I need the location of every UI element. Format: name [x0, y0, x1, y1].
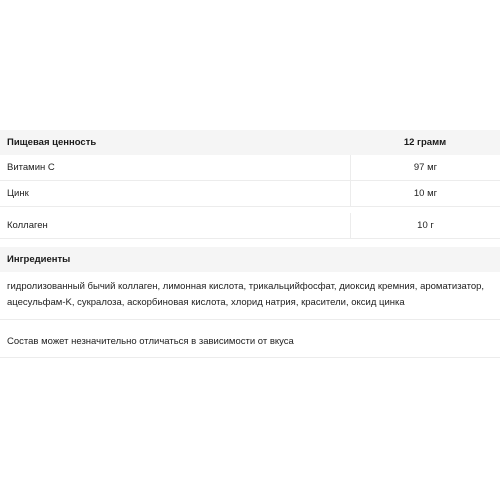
nutrient-value: 10 мг: [350, 181, 500, 206]
nutrient-value: 97 мг: [350, 155, 500, 180]
nutrition-row-vitamin-c: [0, 155, 500, 181]
nutrition-header-row: [0, 130, 500, 155]
nutrition-header-serving: 12 грамм: [403, 137, 447, 148]
nutrition-header-label: Пищевая ценность: [7, 137, 97, 148]
composition-note: Состав может незначительно отличаться в зависимости от вкуса: [0, 328, 500, 358]
nutrient-name: Витамин C: [7, 162, 55, 173]
section-spacer: [0, 239, 500, 247]
nutrient-name: Коллаген: [7, 220, 48, 231]
nutrient-value: 10 г: [350, 213, 500, 238]
nutrition-row-collagen: [0, 213, 500, 239]
nutrition-table: [0, 130, 500, 358]
section-spacer: [0, 320, 500, 328]
ingredients-text: гидролизованный бычий коллаген, лимонная кислота, трикальцийфосфат, диоксид кремния, ароматизатор, ацесульфам-K, сукралоза, аскорбиновая кислота, хлорид натрия, красители, оксид цинка: [0, 272, 500, 320]
nutrient-name: Цинк: [7, 188, 29, 199]
nutrition-row-zinc: [0, 181, 500, 207]
ingredients-title: Ингредиенты: [0, 247, 500, 272]
